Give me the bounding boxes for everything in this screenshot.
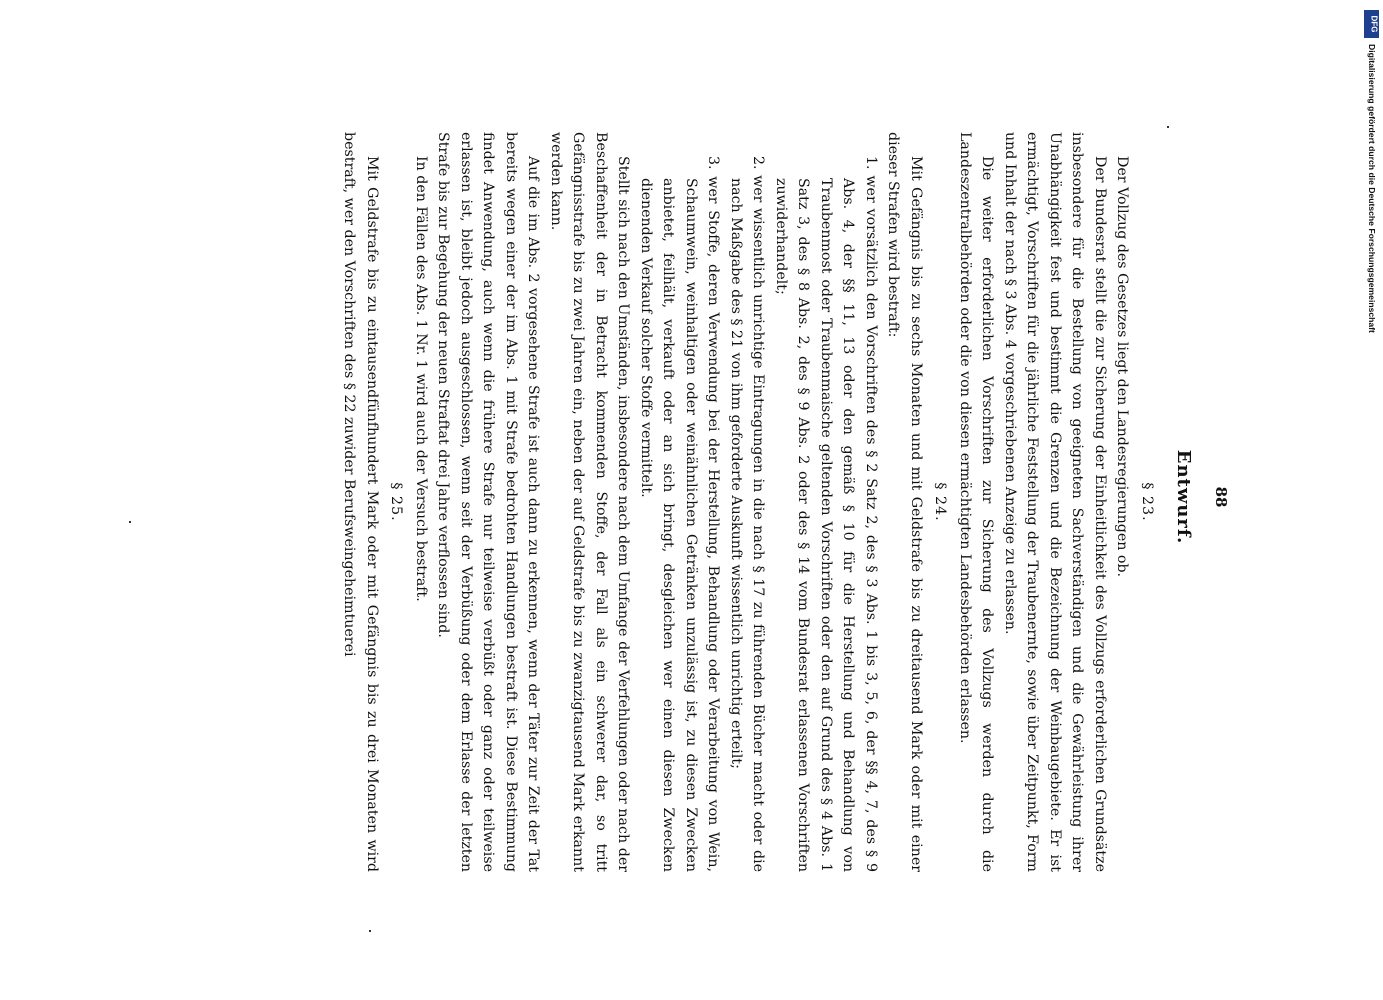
- paragraph: Stellt sich nach den Umständen, insbesondere nach dem Umfange der Verfehlungen oder nach der Beschaffenheit der in Betracht kommenden Stoffe, der Fall als ein schwerer dar, so tritt Gefängnisstrafe bis zu zwei Jahren ein, neben der auf Geldstrafe bis zu zwanzigtausend Mark erkannt werden kann.: [548, 132, 632, 872]
- page-number: 88: [1212, 486, 1230, 508]
- dfg-watermark: [1362, 8, 1382, 402]
- list-item: 2. wer wissentlich unrichtige Eintragungen in die nach § 17 zu führenden Bücher macht oder die nach Maßgabe des § 21 von ihm geforderte Auskunft wissentlich unrichtig erteilt;: [728, 156, 767, 872]
- section-heading: § 25.: [388, 482, 405, 522]
- scan-speck: [369, 930, 371, 932]
- page-title: Entwurf.: [1173, 449, 1194, 545]
- section-heading: § 24.: [932, 482, 949, 522]
- list-item: 3. wer Stoffe, deren Verwendung bei der Herstellung, Behandlung oder Verarbeitung von Wein, Schaumwein, weinhaltigen oder weinähnlichen Getränken unzulässig ist, zu diesen Zwecken anbietet, feilhält, verkauft oder an sich bringt, desgleichen wer einen diesen Zwecken dienenden Verkauf solcher Stoffe vermittelt.: [638, 156, 722, 872]
- paragraph: Der Bundesrat stellt die zur Sicherung der Einheitlichkeit des Vollzugs erforderlichen Grundsätze insbesondere für die Bestellung von geeigneten Sachverständigen und die Gewährleistung ihrer Unabhängigkeit fest und bestimmt die Grenzen und die Bezeichnung der Weinbaugebiete. Er ist ermächtigt, Vorschriften für die jährliche Feststellung der Traubenernte, sowie über Zeitpunkt, Form und Inhalt der nach § 3 Abs. 4 vorgeschriebenen Anzeige zu erlassen.: [1002, 132, 1108, 872]
- section-25: [338, 132, 408, 872]
- paragraph: Mit Gefängnis bis zu sechs Monaten und mit Geldstrafe bis zu dreitausend Mark oder mit einer dieser Strafen wird bestraft:: [885, 132, 924, 872]
- dfg-logo-text: DFG: [1369, 15, 1379, 33]
- scan-speck: [1167, 126, 1169, 128]
- paragraph: Der Vollzug des Gesetzes liegt den Landesregierungen ob.: [1114, 156, 1131, 578]
- list-item: 1. wer vorsätzlich den Vorschriften des § 2 Satz 2, des § 3 Abs. 1 bis 3, 5, 6, der §§ 4, 7, des § 9 Abs. 4, der §§ 11, 13 oder den gemäß § 10 für die Herstellung und Behandlung von Traubenmost oder Traubenmaische geltenden Vorschriften oder den auf Grund des § 4 Abs. 1 Satz 3, des § 8 Abs. 2, des § 9 Abs. 2 oder des § 14 vom Bundesrat erlassenen Vorschriften zuwiderhandelt;: [773, 156, 879, 872]
- paragraph: In den Fällen des Abs. 1 Nr. 1 wird auch der Versuch bestraft.: [413, 156, 429, 602]
- rotated-page: [220, 92, 1230, 902]
- paragraph: Die weiter erforderlichen Vorschriften zur Sicherung des Vollzugs werden durch die Landeszentralbehörden oder die von diesen ermächtigten Landesbehörden erlassen.: [957, 132, 996, 872]
- section-heading: § 23.: [1139, 482, 1155, 522]
- section-23: [954, 132, 1159, 872]
- scan-speck: [129, 521, 131, 523]
- paragraph: Mit Geldstrafe bis zu eintausendfünfhundert Mark oder mit Gefängnis bis zu drei Monaten wird bestraft, wer den Vorschriften des § 22 zuwider Berufsweingeheimtuerei: [341, 132, 380, 872]
- section-24: [410, 132, 952, 872]
- dfg-credit-text: Digitalisierung gefördert durch die Deutsche Forschungsgemeinschaft: [1367, 44, 1378, 333]
- paragraph: Auf die im Abs. 2 vorgesehene Strafe ist auch dann zu erkennen, wenn der Täter zur Zeit der Tat bereits wegen einer der im Abs. 1 mit Strafe bedrohten Handlungen bestraft ist. Diese Bestimmung findet Anwendung, auch wenn die frühere Strafe nur teilweise verbüßt oder ganz oder teilweise erlassen ist, bleibt jedoch ausgeschlossen, wenn seit der Verbüßung oder dem Erlasse der letzten Strafe bis zur Begehung der neuen Straftat drei Jahre verflossen sind.: [435, 132, 542, 872]
- document-body: [338, 132, 1160, 872]
